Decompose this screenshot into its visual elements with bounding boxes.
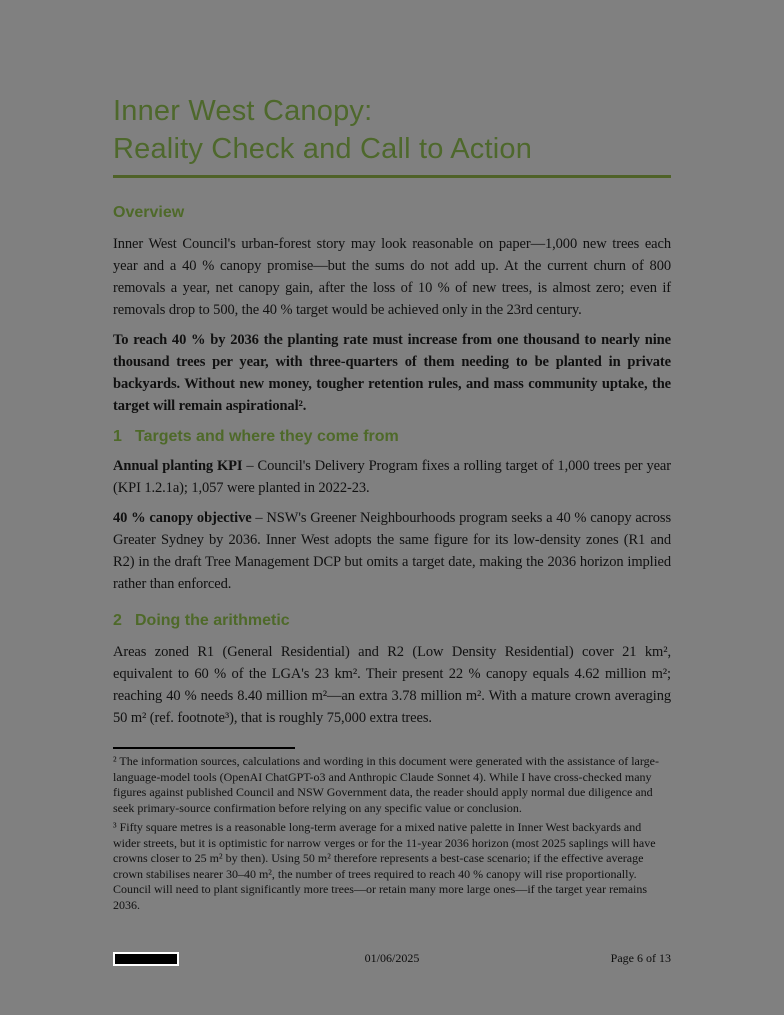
section-heading-text: Doing the arithmetic — [135, 612, 290, 629]
section-number: 1 — [113, 428, 122, 445]
page-footer — [113, 951, 671, 966]
document-body — [113, 92, 671, 729]
section-heading-targets — [113, 427, 671, 447]
footer-left — [113, 952, 233, 966]
redaction-box — [113, 952, 179, 966]
document-title-line1: Inner West Canopy: — [113, 95, 373, 127]
paragraph-lead: 40 % canopy objective — [113, 510, 252, 526]
section-heading-text: Targets and where they come from — [135, 428, 399, 445]
section-heading-overview — [113, 203, 671, 223]
title-rule — [113, 175, 671, 178]
footer-page-number: Page 6 of 13 — [610, 951, 671, 965]
paragraph-targets-canopy — [113, 507, 671, 595]
section-heading-text: Overview — [113, 204, 185, 221]
footer-date: 01/06/2025 — [364, 951, 420, 965]
footnote-separator — [113, 747, 295, 749]
paragraph-text: – NSW's Greener Neighbourhoods program seeks a 40 % canopy across Greater Sydney by 2036. Inner West adopts the same figure for its low-density zones (R1 and R2) in the draft Tree Management DCP but omits a target date, making the 2036 horizon implied rather than enforced. — [113, 510, 671, 592]
footnote-2: ² The information sources, calculations and wording in this document were generated with the assistance of large-language-model tools (OpenAI ChatGPT-o3 and Anthropic Claude Sonnet 4). While I have cross-checked many figures against published Council and NSW Government data, the reader should apply normal due diligence and seek primary-source confirmation before relying on any specific value or conclusion. — [113, 754, 659, 815]
footnotes — [113, 747, 671, 917]
document-title — [113, 92, 671, 168]
paragraph-lead: Annual planting KPI — [113, 458, 243, 474]
section-heading-arithmetic — [113, 611, 671, 631]
paragraph-arithmetic: Areas zoned R1 (General Residential) and R2 (Low Density Residential) cover 21 km², equivalent to 60 % of the LGA's 23 km². Their present 22 % canopy equals 4.62 million m²; reaching 40 % needs 8.40 million m²—an extra 3.78 million m². With a mature crown averaging 50 m² (ref. footnote³), that is roughly 75,000 extra trees. — [113, 644, 671, 726]
paragraph-overview-1: Inner West Council's urban-forest story may look reasonable on paper—1,000 new trees each year and a 40 % canopy promise—but the sums do not add up. At the current churn of 800 removals a year, net canopy gain, after the loss of 10 % of new trees, is almost zero; even if removals drop to 500, the 40 % target would be achieved only in the 23rd century. — [113, 236, 671, 318]
footnote-3: ³ Fifty square metres is a reasonable long-term average for a mixed native palette in Inner West backyards and wider streets, but it is optimistic for narrow verges or for the 11-year 2036 horizon (most 2025 saplings will have crowns closer to 25 m² by then). Using 50 m² therefore represents a best-case scenario; if the effective average crown stabilises nearer 30–40 m², the number of trees required to reach 40 % canopy will rise proportionally. Council will need to plant significantly more trees—or retain many more large ones—if the target year remains 2036. — [113, 820, 656, 912]
paragraph-targets-kpi — [113, 455, 671, 499]
paragraph-text: – Council's Delivery Program fixes a rolling target of 1,000 trees per year (KPI 1.2.1a); 1,057 were planted in 2022-23. — [113, 458, 672, 496]
document-title-line2: Reality Check and Call to Action — [113, 133, 533, 165]
section-number: 2 — [113, 612, 122, 629]
paragraph-overview-2: To reach 40 % by 2036 the planting rate must increase from one thousand to nearly nine thousand trees per year, with three-quarters of them needing to be planted in private backyards. Without new money, tougher retention rules, and mass community uptake, the target will remain aspirational². — [113, 332, 671, 414]
